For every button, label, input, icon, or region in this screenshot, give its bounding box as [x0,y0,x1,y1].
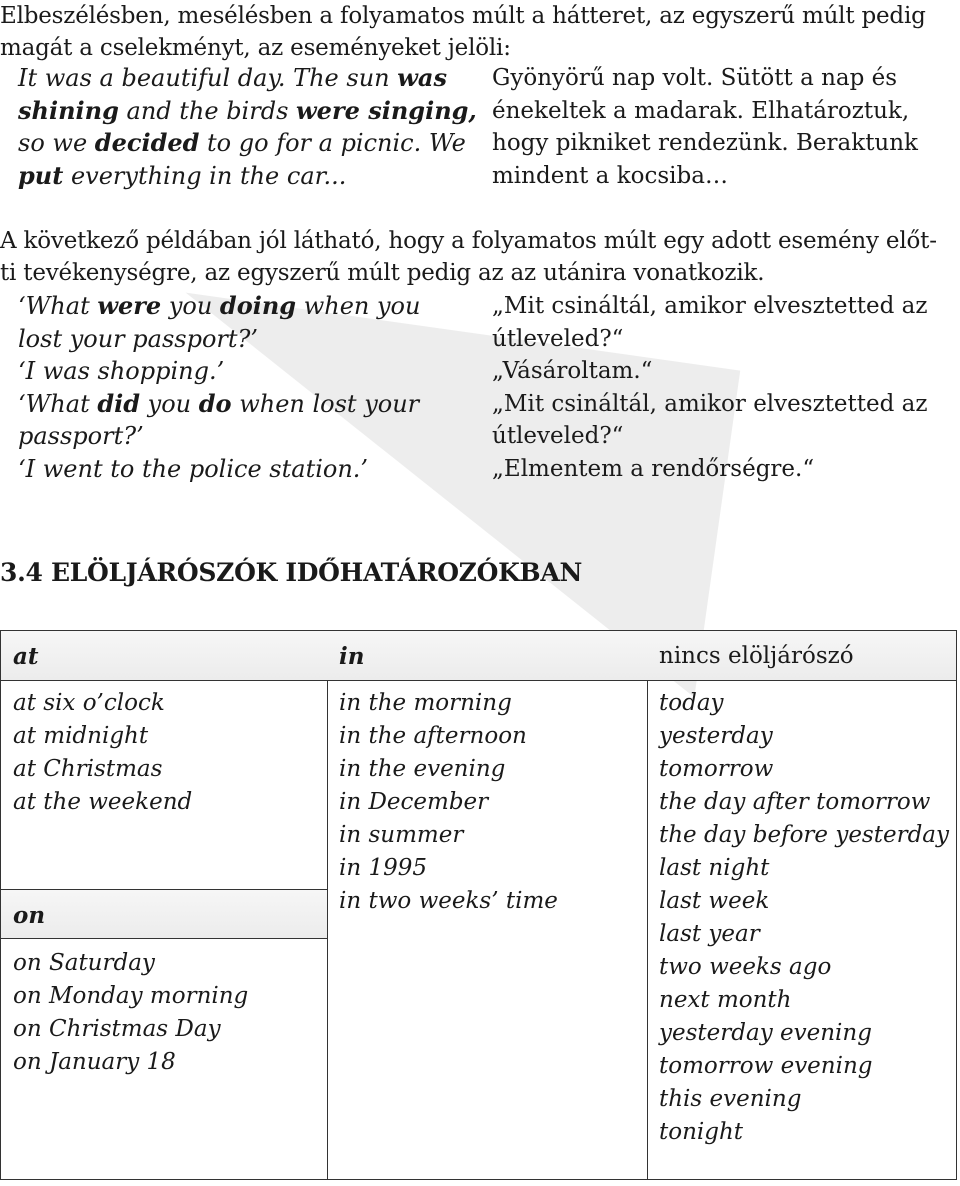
bold-verb: was [397,63,447,92]
hungarian-line: „Mit csináltál, amikor elvesztetted az [492,390,928,417]
list-item: at midnight [13,723,149,749]
list-item: in December [339,789,489,815]
bold-verb: put [18,160,64,190]
list-item: last year [659,921,760,947]
text-segment: ‘I was shopping.’ [18,357,225,385]
in-items [327,681,647,918]
list-item: the day before yesterday [659,822,950,848]
header-on: on [1,889,327,939]
text-segment: ‘What [18,292,98,320]
list-item: this evening [659,1086,802,1112]
header-at: at [1,631,327,681]
list-item: in 1995 [339,855,428,881]
bold-verb: decided [94,128,200,157]
list-item: on January 18 [13,1049,176,1075]
middle-paragraph [0,225,952,289]
column-in [327,631,648,1179]
list-item: last night [659,855,770,881]
english-line [18,453,478,486]
on-items [1,941,248,1079]
text-segment: and the birds [118,96,297,125]
english-line [18,160,478,193]
list-item: in the afternoon [339,723,527,749]
list-item: yesterday evening [659,1020,872,1046]
list-item: yesterday [659,723,773,749]
text-segment: passport?’ [18,422,144,450]
hungarian-line: „Elmentem a rendőrségre.“ [492,455,815,482]
hungarian-line: útleveled?“ [492,423,624,449]
list-item: at six o’clock [13,690,165,716]
english-line [18,62,478,95]
list-item: last week [659,888,770,914]
text-segment: ‘What [18,389,98,418]
text-segment: you [161,292,220,320]
list-item: on Monday morning [13,983,249,1009]
list-item: at Christmas [13,756,163,782]
english-line [18,323,478,356]
text-segment: when lost your [231,389,420,418]
hungarian-line: énekeltek a madarak. Elhatároztuk, [492,97,910,124]
column-no-preposition [647,631,956,1179]
section-title: 3.4 ELÖLJÁRÓSZÓK IDŐHATÁROZÓKBAN [0,558,583,587]
text-segment: so we [18,129,95,157]
english-line [18,420,478,453]
bold-verb: do [198,388,232,418]
header-in: in [327,631,647,681]
example2-english [18,290,478,485]
list-item: tomorrow evening [659,1053,873,1079]
intro-paragraph [0,0,952,64]
text-segment: when you [296,292,421,320]
hungarian-line: útleveled?“ [492,325,624,352]
text-segment: to go for a picnic. We [199,129,466,157]
text-segment: ‘I went to the police station.’ [18,454,369,483]
header-no-preposition: nincs elöljárószó [647,631,956,681]
list-item: on Christmas Day [13,1016,221,1042]
list-item: in the evening [339,756,506,782]
list-item: in summer [339,822,464,848]
hungarian-line: „Mit csináltál, amikor elvesztetted az [492,293,928,319]
bold-verb: shining [18,95,119,125]
english-line [18,290,478,323]
text-segment: It was a beautiful day. The sun [18,64,398,92]
prepositions-table [0,630,957,1180]
middle-line: A következő példában jól látható, hogy a folyamatos múlt egy adott esemény előt- [0,228,937,254]
example1-hungarian [492,62,952,192]
hungarian-line: Gyönyörű nap volt. Sütött a nap és [492,65,898,91]
list-item: next month [659,987,792,1013]
list-item: in two weeks’ time [339,888,558,914]
english-line [18,388,478,421]
bold-verb: doing [219,291,297,320]
text-segment: everything in the car... [63,161,347,190]
column-at [1,631,328,1179]
middle-line: ti tevékenységre, az egyszerű múlt pedig az az utánira vonatkozik. [0,260,765,286]
no-preposition-items [647,681,956,1149]
hungarian-line: „Vásároltam.“ [492,358,653,384]
english-line [18,355,478,388]
text-segment: lost your passport?’ [18,324,259,353]
english-line [18,95,478,128]
list-item: at the weekend [13,789,193,815]
intro-line: magát a cselekményt, az eseményeket jelöli: [0,35,511,61]
hungarian-line: mindent a kocsiba… [492,162,728,189]
hungarian-line: hogy pikniket rendezünk. Beraktunk [492,130,918,156]
bold-verb: were singing, [296,95,477,125]
english-line [18,127,478,160]
list-item: tomorrow [659,756,774,782]
bold-verb: were [97,291,162,320]
list-item: on Saturday [13,950,155,976]
list-item: tonight [659,1119,744,1145]
list-item: in the morning [339,690,512,716]
text-segment: you [140,389,199,418]
bold-verb: did [97,388,141,418]
at-items [1,681,327,895]
example2-hungarian [492,290,952,485]
intro-line: Elbeszélésben, mesélésben a folyamatos múlt a hátteret, az egyszerű múlt pedig [0,3,926,29]
list-item: two weeks ago [659,954,832,980]
list-item: today [659,690,724,716]
list-item: the day after tomorrow [659,789,931,815]
example1-english [18,62,478,192]
